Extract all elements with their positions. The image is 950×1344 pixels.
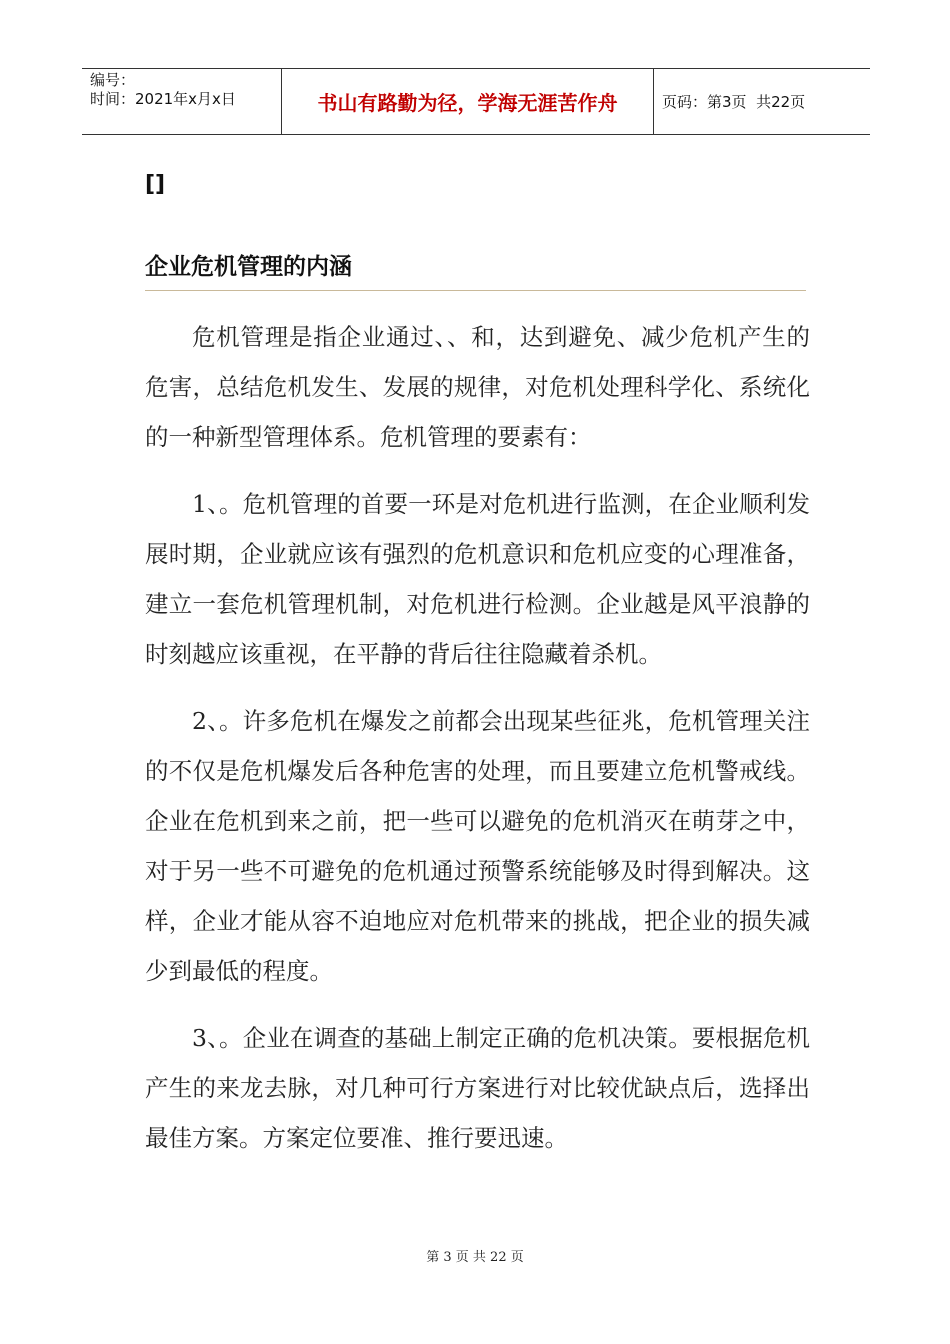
- bracket-marker: []: [145, 172, 166, 197]
- document-header: [82, 68, 870, 135]
- page-footer: [0, 1246, 950, 1265]
- body-content: [145, 312, 810, 1180]
- section-title: 企业危机管理的内涵: [145, 254, 352, 280]
- paragraph-item-2: 2、。许多危机在爆发之前都会出现某些征兆，危机管理关注的不仅是危机爆发后各种危害的处理，而且要建立危机警戒线。企业在危机到来之前，把一些可以避免的危机消灭在萌芽之中，对于另一些不可避免的危机通过预警系统能够及时得到解决。这样，企业才能从容不迫地应对危机带来的挑战，把企业的损失减少到最低的程度。: [145, 707, 810, 985]
- time-label: 时间：2021年x月x日: [90, 90, 236, 108]
- header-meta-cell: [82, 69, 282, 134]
- header-page-info-cell: [654, 69, 870, 134]
- paragraph-item-3: 3、。企业在调查的基础上制定正确的危机决策。要根据危机产生的来龙去脉，对几种可行方案进行对比较优缺点后，选择出最佳方案。方案定位要准、推行要迅速。: [145, 1024, 810, 1152]
- paragraph-intro: 危机管理是指企业通过、、和，达到避免、减少危机产生的危害，总结危机发生、发展的规律，对危机处理科学化、系统化的一种新型管理体系。危机管理的要素有：: [145, 323, 810, 451]
- section-divider: [145, 290, 806, 291]
- header-page-info: 页码：第3页 共22页: [662, 93, 806, 111]
- footer-page-number: 第 3 页 共 22 页: [426, 1250, 524, 1265]
- header-motto: 书山有路勤为径，学海无涯苦作舟: [282, 69, 654, 134]
- number-label: 编号：: [90, 71, 136, 89]
- paragraph-item-1: 1、。危机管理的首要一环是对危机进行监测，在企业顺利发展时期，企业就应该有强烈的危机意识和危机应变的心理准备，建立一套危机管理机制，对危机进行检测。企业越是风平浪静的时刻越应该重视，在平静的背后往往隐藏着杀机。: [145, 490, 810, 668]
